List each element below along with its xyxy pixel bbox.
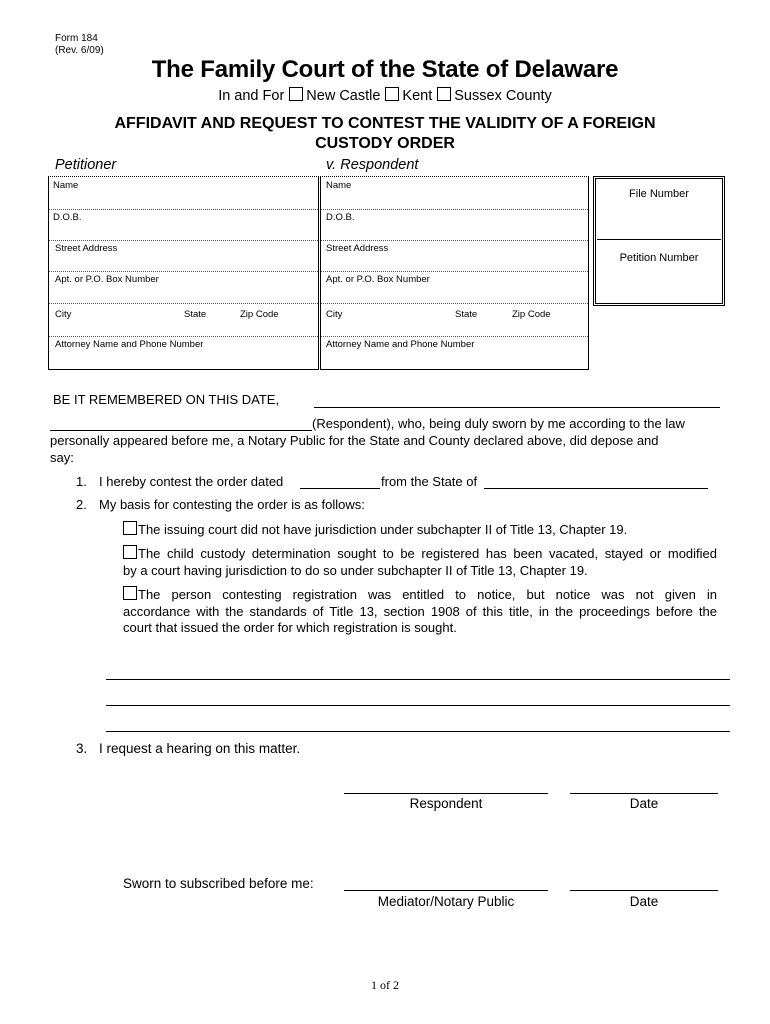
respondent-state-label: State <box>455 309 478 320</box>
in-and-for-label: In and For <box>218 88 285 104</box>
respondent-street-field[interactable] <box>321 240 588 272</box>
respondent-box <box>320 176 589 370</box>
notary-signature-label: Mediator/Notary Public <box>377 894 515 909</box>
item-2-number: 2. <box>76 497 87 512</box>
petitioner-zip-label: Zip Code <box>240 309 279 320</box>
option-1 <box>123 521 627 539</box>
option-3-text-b: accordance with the standards of Title 13, section 1908 of this title, in the proceedings before the <box>123 603 717 619</box>
sussex-checkbox[interactable] <box>437 87 451 101</box>
respondent-signature-line[interactable] <box>344 793 548 794</box>
petition-number-label: Petition Number <box>619 252 699 264</box>
petitioner-city-label: City <box>55 309 72 320</box>
respondent-city-label: City <box>326 309 343 320</box>
county-selector <box>0 87 770 104</box>
state-of-blank[interactable] <box>484 488 708 489</box>
kent-checkbox[interactable] <box>385 87 399 101</box>
option-1-text: The issuing court did not have jurisdiction under subchapter II of Title 13, Chapter 19. <box>138 522 628 537</box>
petitioner-box <box>48 176 319 370</box>
option-1-checkbox[interactable] <box>123 521 137 535</box>
appeared-text: personally appeared before me, a Notary Public for the State and County declared above, did depose and <box>50 433 659 448</box>
notary-date-label: Date <box>629 894 659 909</box>
item-3-text: I request a hearing on this matter. <box>99 741 301 756</box>
item-1-text-b: from the State of <box>381 474 478 489</box>
new-castle-checkbox[interactable] <box>289 87 303 101</box>
form-revision: (Rev. 6/09) <box>55 45 104 56</box>
respondent-city-state-zip-field[interactable] <box>321 303 588 337</box>
respondent-dob-label: D.O.B. <box>326 212 355 223</box>
form-subtitle <box>60 114 710 154</box>
date-blank[interactable] <box>314 407 720 408</box>
remembered-text: BE IT REMEMBERED ON THIS DATE, <box>53 392 280 407</box>
kent-label: Kent <box>402 88 433 104</box>
option-3 <box>123 586 717 637</box>
item-3-number: 3. <box>76 741 88 756</box>
option-3-text-c: court that issued the order for which registration is sought. <box>123 620 457 635</box>
option-2-checkbox[interactable] <box>123 545 137 559</box>
explanation-line-3[interactable] <box>106 731 730 732</box>
respondent-name-field[interactable] <box>321 177 588 210</box>
petitioner-state-label: State <box>184 309 207 320</box>
notary-signature-line[interactable] <box>344 890 548 891</box>
subtitle-line-1: AFFIDAVIT AND REQUEST TO CONTEST THE VALIDITY OF A FOREIGN <box>114 115 656 132</box>
form-identifier <box>55 33 104 57</box>
respondent-apt-label: Apt. or P.O. Box Number <box>326 274 430 285</box>
sussex-label: Sussex County <box>454 88 552 104</box>
court-use-box <box>593 176 725 306</box>
petitioner-attorney-field[interactable] <box>49 336 318 368</box>
option-3-checkbox[interactable] <box>123 586 137 600</box>
notary-date-line[interactable] <box>570 890 718 891</box>
option-2-text-b: by a court having jurisdiction to do so under subchapter II of Title 13, Chapter 19. <box>123 562 588 578</box>
explanation-line-2[interactable] <box>106 705 730 706</box>
order-date-blank[interactable] <box>300 488 380 489</box>
option-3-text-a: The person contesting registration was entitled to notice, but notice was not given in <box>138 587 717 602</box>
option-2-text-a: The child custody determination sought to be registered has been vacated, stayed or modified <box>138 546 717 561</box>
explanation-line-1[interactable] <box>106 679 730 680</box>
petitioner-street-field[interactable] <box>49 240 318 272</box>
respondent-heading: v. Respondent <box>326 157 419 173</box>
court-title: The Family Court of the State of Delaware <box>151 56 619 83</box>
petitioner-apt-label: Apt. or P.O. Box Number <box>55 274 159 285</box>
respondent-zip-label: Zip Code <box>512 309 551 320</box>
form-number: Form 184 <box>55 33 98 44</box>
petitioner-heading: Petitioner <box>55 157 117 173</box>
petitioner-dob-field[interactable] <box>49 209 318 241</box>
respondent-apt-field[interactable] <box>321 271 588 304</box>
respondent-date-label: Date <box>629 796 659 811</box>
respondent-street-label: Street Address <box>326 243 389 254</box>
respondent-dob-field[interactable] <box>321 209 588 241</box>
petitioner-city-state-zip-field[interactable] <box>49 303 318 337</box>
file-number-field[interactable] <box>597 180 721 240</box>
item-2-text: My basis for contesting the order is as follows: <box>99 497 365 512</box>
respondent-signature-label: Respondent <box>409 796 483 811</box>
new-castle-label: New Castle <box>306 88 381 104</box>
petitioner-name-field[interactable] <box>49 177 318 210</box>
respondent-name-blank[interactable] <box>50 430 312 431</box>
subtitle-line-2: CUSTODY ORDER <box>315 135 455 152</box>
respondent-attorney-label: Attorney Name and Phone Number <box>326 339 475 350</box>
petition-number-field[interactable] <box>597 243 721 301</box>
petitioner-name-label: Name <box>53 180 79 191</box>
respondent-name-label: Name <box>326 180 352 191</box>
petitioner-attorney-label: Attorney Name and Phone Number <box>55 339 204 350</box>
page-number: 1 of 2 <box>371 978 399 992</box>
respondent-date-line[interactable] <box>570 793 718 794</box>
say-text: say: <box>50 450 74 465</box>
respondent-sworn-text: (Respondent), who, being duly sworn by me according to the law <box>312 416 685 431</box>
petitioner-street-label: Street Address <box>55 243 118 254</box>
sworn-text: Sworn to subscribed before me: <box>123 876 314 891</box>
item-1-number: 1. <box>76 474 87 489</box>
petitioner-apt-field[interactable] <box>49 271 318 304</box>
file-number-label: File Number <box>629 188 689 200</box>
item-1-text-a: I hereby contest the order dated <box>99 474 284 489</box>
option-2 <box>123 545 717 579</box>
respondent-attorney-field[interactable] <box>321 336 588 368</box>
petitioner-dob-label: D.O.B. <box>53 212 82 223</box>
